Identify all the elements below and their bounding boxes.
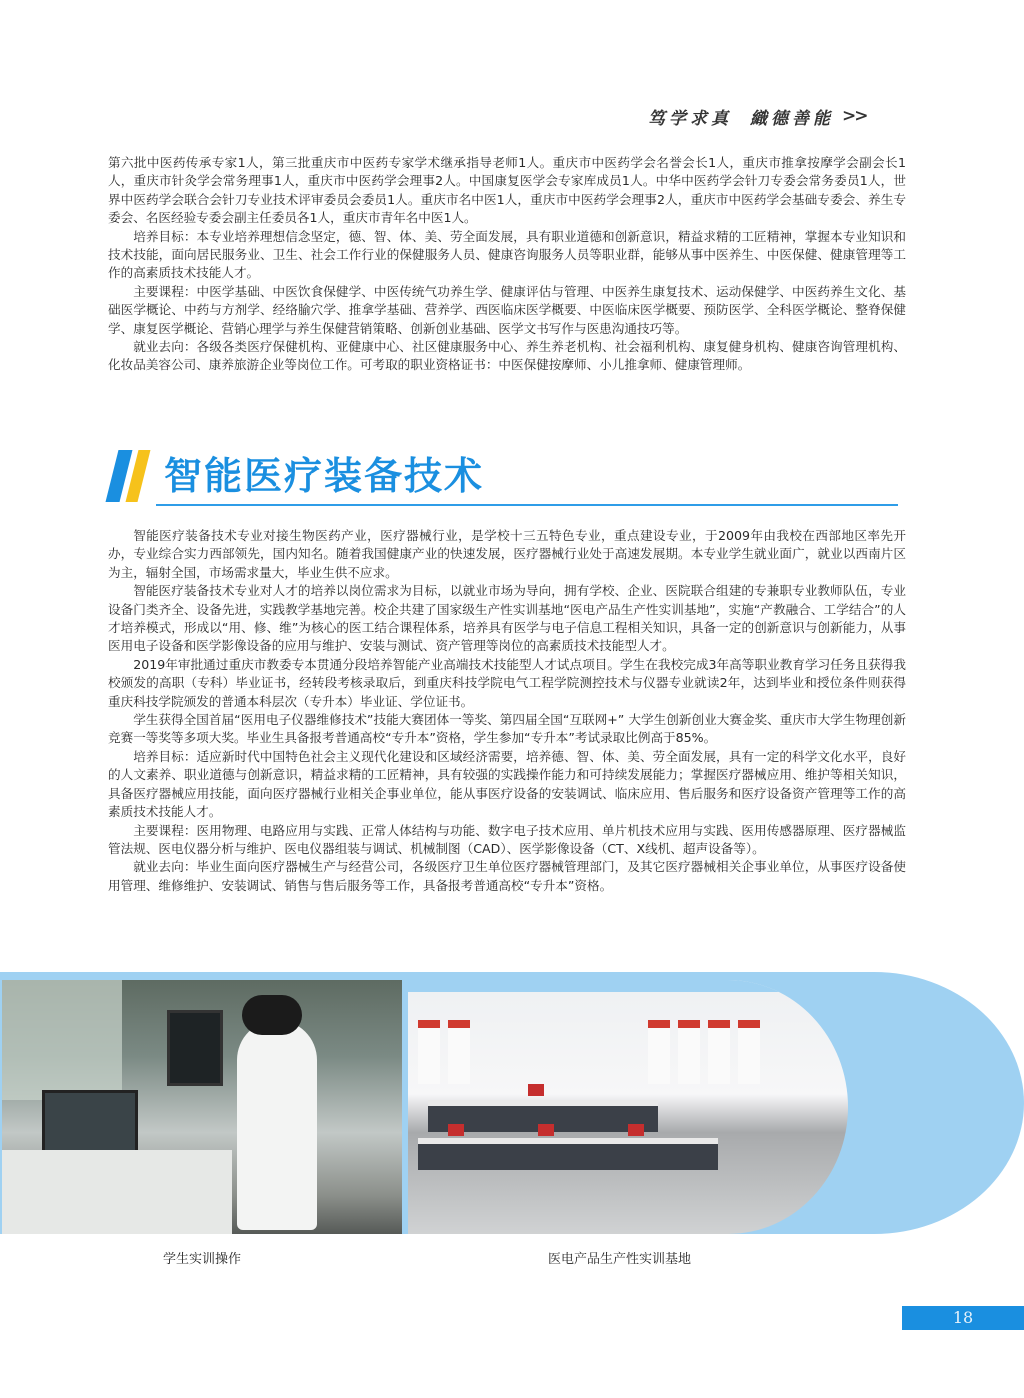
caption-training-base: 医电产品生产性实训基地 bbox=[548, 1252, 692, 1267]
section-body-text bbox=[108, 527, 906, 895]
page-number: 18 bbox=[902, 1306, 1024, 1330]
photo-poster bbox=[448, 1020, 470, 1084]
body-paragraph: 智能医疗装备技术专业对人才的培养以岗位需求为目标，以就业市场为导向，拥有学校、企业、医院联合组建的专兼职专业教师队伍，专业设备门类齐全、设备先进，实践教学基地完善。校企共建了国家级生产性实训基地“医电产品生产性实训基地”，实施“产教融合、工学结合”的人才培养模式，形成以“用、修、维”为核心的医工结合课程体系，培养具有医学与电子信息工程相关知识，具备一定的创新意识与创新能力，从事医用电子设备和医学影像设备的应用与维护、安装与测试、资产管理等岗位的高素质技术技能型人才。 bbox=[108, 583, 906, 654]
body-paragraph: 2019年审批通过重庆市教委专本贯通分段培养智能产业高端技术技能型人才试点项目。学生在我校完成3年高等职业教育学习任务且获得我校颁发的高职（专科）毕业证书，经转段考核录取后，到重庆科技学院电气工程学院测控技术与仪器专业就读2年，达到毕业和授位条件则获得重庆科技学院颁发的普通本科层次（专升本）毕业证、学位证书。 bbox=[108, 656, 906, 709]
body-paragraph: 就业去向：毕业生面向医疗器械生产与经营公司，各级医疗卫生单位医疗器械管理部门，及其它医疗器械相关企事业单位，从事医疗设备使用管理、维修维护、安装调试、销售与售后服务等工作，具备报考普通高校“专升本”资格。 bbox=[108, 859, 906, 893]
body-paragraph: 学生获得全国首届“医用电子仪器维修技术”技能大赛团体一等奖、第四届全国“互联网+” 大学生创新创业大赛金奖、重庆市大学生物理创新竞赛一等奖等多项大奖。毕业生具备报考普通高校“专升本”资格，学生参加“专升本”考试录取比例高于85%。 bbox=[108, 712, 906, 746]
photo-poster bbox=[678, 1020, 700, 1084]
intro-paragraph: 第六批中医药传承专家1人，第三批重庆市中医药专家学术继承指导老师1人。重庆市中医药学会名誉会长1人，重庆市推拿按摩学会副会长1人，重庆市针灸学会常务理事1人，重庆市中医药学会理事2人。中国康复医学会专家库成员1人。中华中医药学会针刀专委会常务委员1人，世界中医药学会联合会针刀专业技术评审委员会委员1人。重庆市名中医1人，重庆市中医药学会理事2人，重庆市中医药学会基础专委会、养生专委会、名医经验专委会副主任委员各1人，重庆市青年名中医1人。 bbox=[108, 155, 906, 226]
photo-device bbox=[448, 1124, 464, 1136]
body-paragraph: 培养目标：适应新时代中国特色社会主义现代化建设和区域经济需要，培养德、智、体、美、劳全面发展，具有一定的科学文化水平，良好的人文素养、职业道德与创新意识，精益求精的工匠精神，具有较强的实践操作能力和可持续发展能力；掌握医疗器械应用、维护等相关知识，具备医疗器械应用技能，面向医疗器械行业相关企事业单位，能从事医疗设备的安装调试、临床应用、售后服务和医疗设备资产管理等工作的高素质技术技能人才。 bbox=[108, 748, 906, 820]
motto-part2: 織德善能 bbox=[750, 108, 834, 129]
chevron-right-icon: >> bbox=[842, 106, 867, 126]
photo-student-head bbox=[242, 995, 302, 1035]
photo-poster bbox=[738, 1020, 760, 1084]
intro-paragraph: 就业去向：各级各类医疗保健机构、亚健康中心、社区健康服务中心、养生养老机构、社会福利机构、康复健身机构、健康咨询管理机构、化妆品美容公司、康养旅游企业等岗位工作。可考取的职业资格证书：中医保健按摩师、小儿推拿师、健康管理师。 bbox=[108, 339, 906, 373]
header-motto bbox=[648, 104, 898, 128]
photo-window bbox=[2, 980, 122, 1100]
photo-monitor bbox=[167, 1010, 223, 1086]
section-heading bbox=[106, 450, 896, 510]
section-title: 智能医疗装备技术 bbox=[164, 454, 485, 498]
heading-divider bbox=[156, 504, 898, 506]
motto-part1: 笃学求真 bbox=[648, 108, 732, 129]
photo-student bbox=[237, 1020, 317, 1230]
photo-student-practice bbox=[2, 980, 402, 1234]
intro-text bbox=[108, 154, 906, 375]
photo-desk bbox=[2, 1150, 232, 1234]
intro-paragraph: 培养目标：本专业培养理想信念坚定，德、智、体、美、劳全面发展，具有职业道德和创新意识，精益求精的工匠精神，掌握本专业知识和技术技能，面向居民服务业、卫生、社会工作行业的保健服务人员、健康咨询服务人员等职业群，能够从事中医养生、中医保健、健康管理等工作的高素质技术技能人才。 bbox=[108, 228, 906, 281]
photo-ceiling bbox=[408, 980, 848, 992]
photo-poster bbox=[708, 1020, 730, 1084]
caption-student-practice: 学生实训操作 bbox=[163, 1252, 242, 1267]
photo-poster bbox=[418, 1020, 440, 1084]
photo-device bbox=[538, 1124, 554, 1136]
photo-bench bbox=[418, 1144, 718, 1170]
body-paragraph: 智能医疗装备技术专业对接生物医药产业，医疗器械行业，是学校十三五特色专业，重点建设专业，于2009年由我校在西部地区率先开办，专业综合实力西部领先，国内知名。随着我国健康产业的快速发展，医疗器械行业处于高速发展期。本专业学生就业面广，就业以西南片区为主，辐射全国，市场需求量大，毕业生供不应求。 bbox=[108, 528, 906, 580]
intro-paragraph: 主要课程：中医学基础、中医饮食保健学、中医传统气功养生学、健康评估与管理、中医养生康复技术、运动保健学、中医药养生文化、基础医学概论、中药与方剂学、经络腧穴学、推拿学基础、营养学、西医临床医学概要、中医临床医学概要、预防医学、全科医学概论、整脊保健学、康复医学概论、营销心理学与养生保健营销策略、创新创业基础、医学文书写作与医患沟通技巧等。 bbox=[108, 283, 906, 336]
photo-poster bbox=[648, 1020, 670, 1084]
photo-device bbox=[628, 1124, 644, 1136]
photo-device bbox=[528, 1084, 544, 1096]
photo-oscilloscope bbox=[42, 1090, 138, 1156]
body-paragraph: 主要课程：医用物理、电路应用与实践、正常人体结构与功能、数字电子技术应用、单片机技术应用与实践、医用传感器原理、医疗器械监管法规、医电仪器分析与维护、医电仪器组装与调试、机械制图（CAD）、医学影像设备（CT、X线机、超声设备等）。 bbox=[108, 822, 906, 856]
photo-training-base bbox=[408, 980, 848, 1234]
